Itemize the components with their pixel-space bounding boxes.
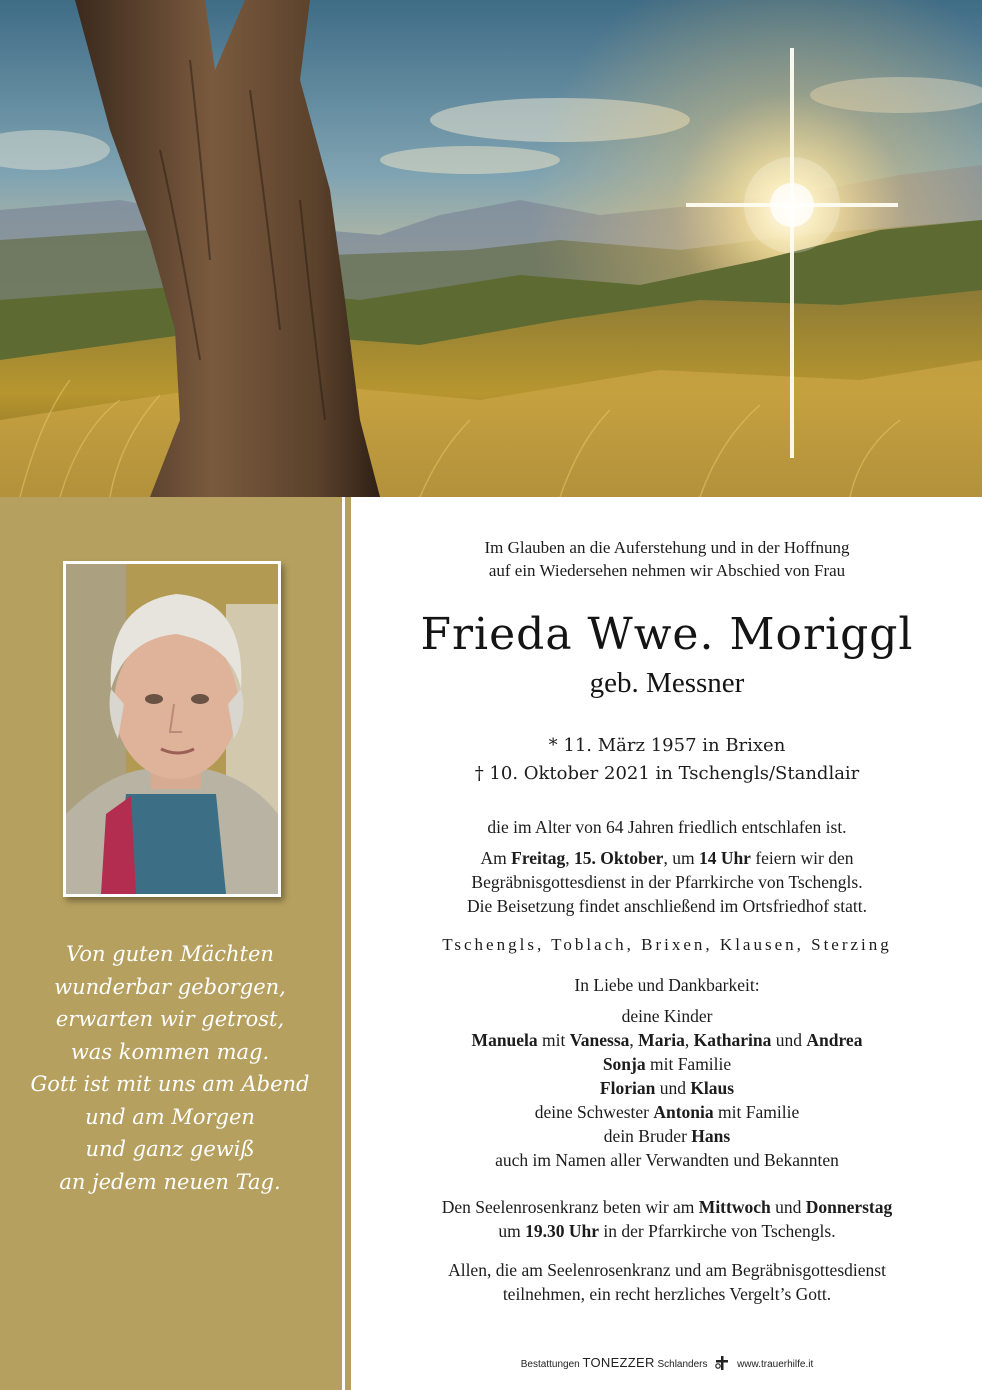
funeral-line: Begräbnisgottesdienst in der Pfarrkirche von Tschengls. <box>471 872 863 892</box>
poem-line: Gott ist mit uns am Abend <box>30 1072 310 1096</box>
poem-line: Von guten Mächten <box>66 942 274 966</box>
portrait-photo <box>66 564 278 894</box>
poem <box>20 938 320 1198</box>
funeral-line: Am Freitag, 15. Oktober, um 14 Uhr feiern wir den <box>480 848 854 868</box>
funeral-line: Die Beisetzung findet anschließend im Ortsfriedhof statt. <box>467 896 867 916</box>
death-date: † 10. Oktober 2021 in Tschengls/Standlair <box>474 763 860 784</box>
mourners-line: deine Schwester Antonia mit Familie <box>534 1102 800 1122</box>
mourners-heading: In Liebe und Dankbarkeit: <box>574 975 760 995</box>
poem-line: und am Morgen <box>85 1104 255 1129</box>
thanks-line: teilnehmen, ein recht herzliches Vergelt’s Gott. <box>502 1284 832 1304</box>
panel-stripe <box>345 497 351 1390</box>
rosary-line: um 19.30 Uhr in der Pfarrkirche von Tschengls. <box>498 1221 836 1241</box>
poem-line: was kommen mag. <box>70 1039 270 1064</box>
footer-credit: Bestattungen TONEZZER Schlanders www.trauerhilfe.it <box>352 1355 982 1373</box>
rosary-line: Den Seelenrosenkranz beten wir am Mittwoch und Donnerstag <box>441 1197 893 1217</box>
birth-date: * 11. März 1957 in Brixen <box>548 735 786 756</box>
cross-logo-icon <box>714 1356 730 1373</box>
hero-landscape-image <box>0 0 982 497</box>
deceased-name: Frieda Wwe. Moriggl <box>420 609 914 660</box>
poem-line: und ganz gewiß <box>85 1137 255 1161</box>
funeral-day: Freitag <box>511 848 566 868</box>
funeral-time: 14 Uhr <box>698 848 751 868</box>
poem-line: wunderbar geborgen, <box>54 974 286 999</box>
poem-line: an jedem neuen Tag. <box>59 1169 281 1194</box>
portrait-photo-frame <box>63 561 281 897</box>
mourners-line: Manuela mit Vanessa, Maria, Katharina und Andrea <box>471 1030 863 1050</box>
mourners-line: Florian und Klaus <box>599 1078 735 1098</box>
mourners-line: auch im Namen aller Verwandten und Bekannten <box>495 1150 839 1170</box>
poem-line: erwarten wir getrost, <box>55 1007 285 1031</box>
mourners-children-label: deine Kinder <box>621 1006 713 1026</box>
thanks-line: Allen, die am Seelenrosenkranz und am Begräbnisgottesdienst <box>448 1260 886 1280</box>
notice-text-column <box>352 497 982 1390</box>
mourners-line: dein Bruder Hans <box>603 1126 731 1146</box>
age-line: die im Alter von 64 Jahren friedlich entschlafen ist. <box>487 817 847 837</box>
intro-line: Im Glauben an die Auferstehung und in der Hoffnung <box>484 538 850 557</box>
mourners-line: Sonja mit Familie <box>602 1054 732 1074</box>
funeral-date: 15. Oktober <box>573 848 664 868</box>
birth-name: geb. Messner <box>589 667 745 699</box>
intro-line: auf ein Wiedersehen nehmen wir Abschied von Frau <box>488 561 846 580</box>
footer-brand: TONEZZER <box>582 1355 655 1370</box>
footer-url[interactable]: www.trauerhilfe.it <box>737 1359 814 1370</box>
places-line: Tschengls, Toblach, Brixen, Klausen, Sterzing <box>442 935 892 954</box>
